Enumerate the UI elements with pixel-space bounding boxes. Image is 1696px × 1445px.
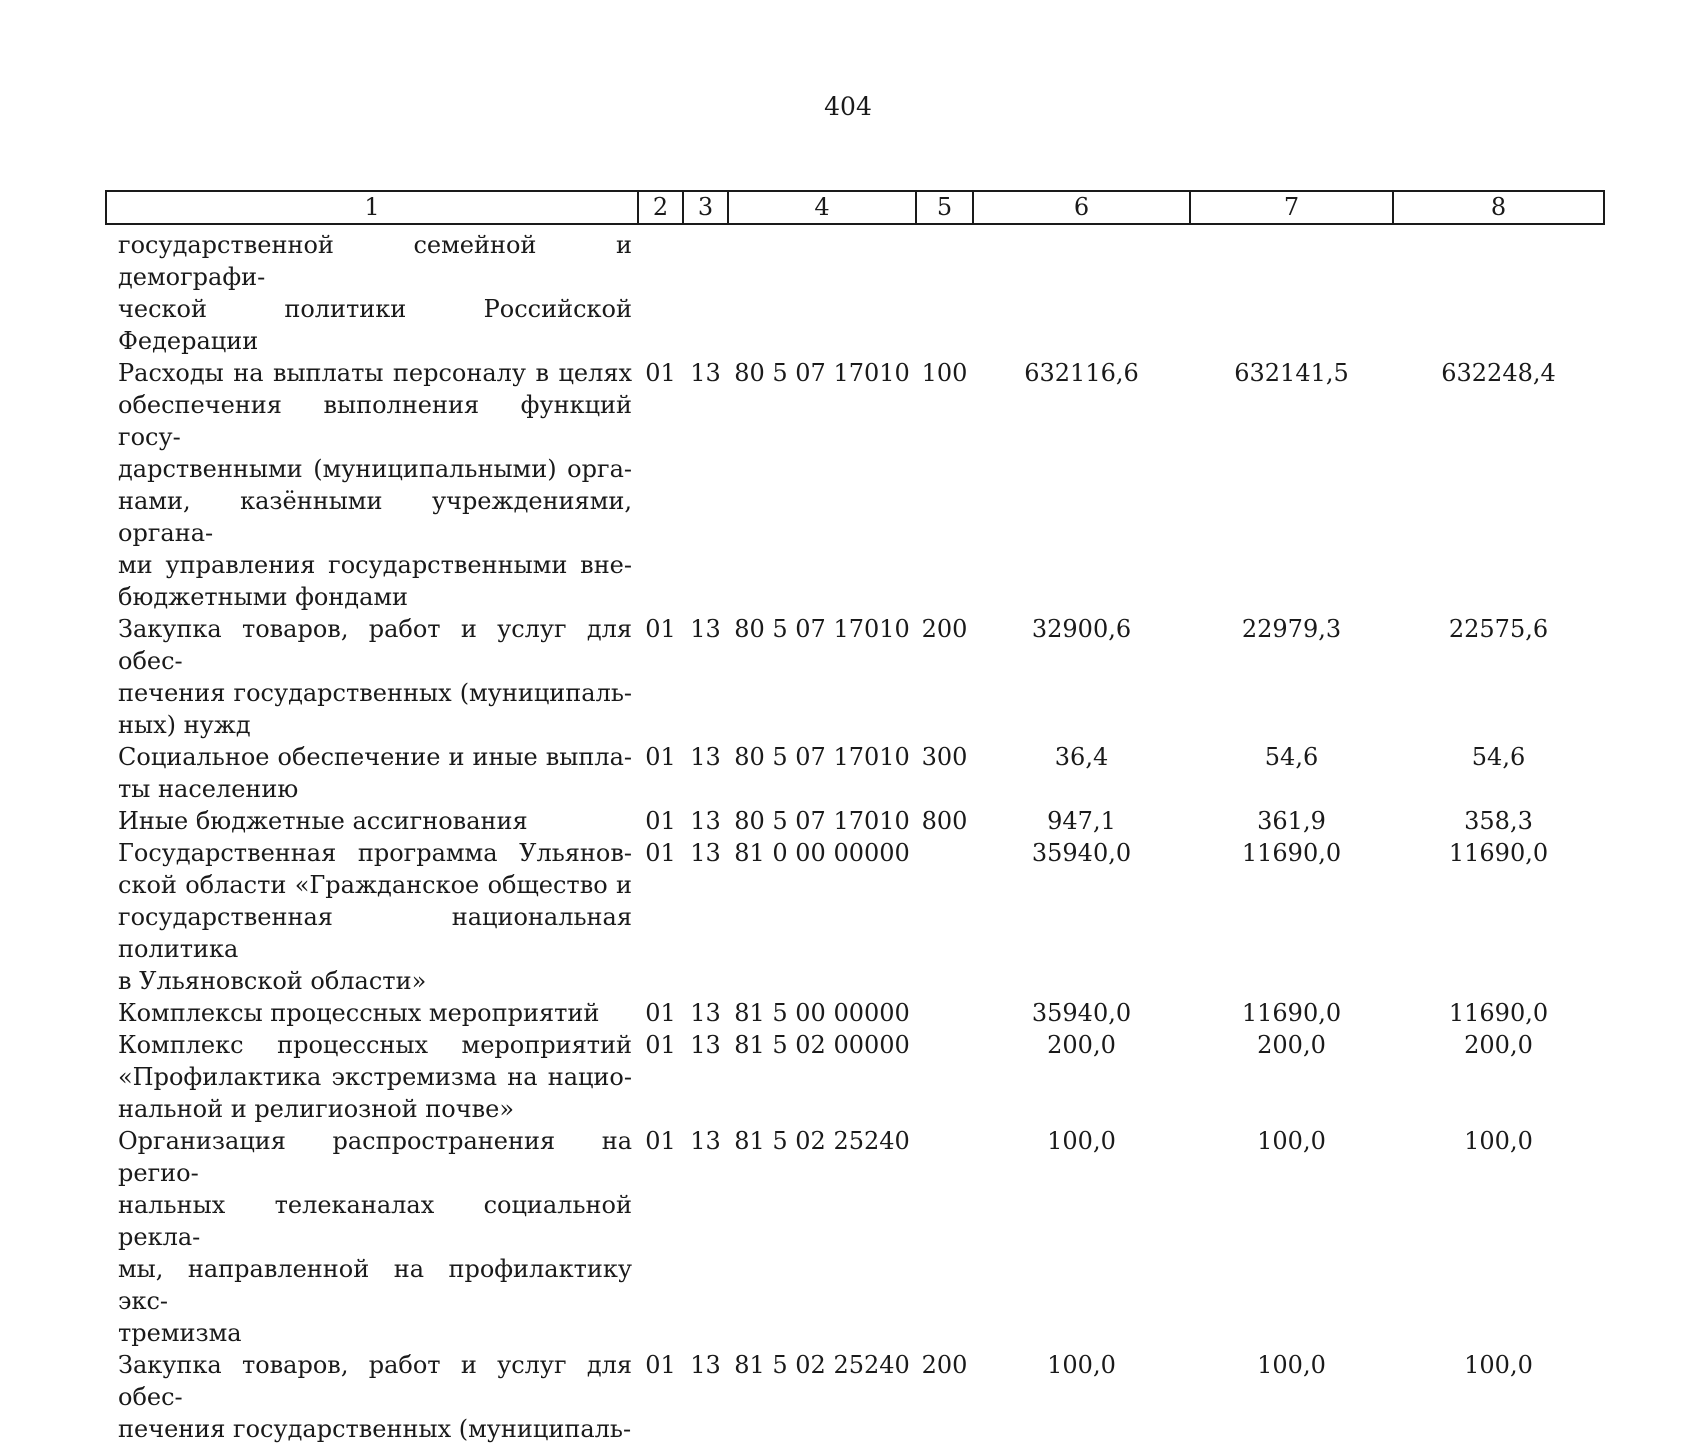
row-name-line: мы, направленной на профилактику экс- [118,1255,632,1315]
target-article-code: 81 5 00 00000 [734,999,910,1027]
amount-col-7: 100,0 [1257,1351,1326,1379]
expense-type-code: 300 [921,743,968,771]
target-article-code: 80 5 07 17010 [734,743,910,771]
amount-col-7: 632141,5 [1234,359,1349,387]
table-row [106,613,1604,741]
row-name-line: тремизма [118,1319,242,1347]
amount-col-7: 361,9 [1257,807,1326,835]
subsection-code: 13 [690,359,721,387]
row-name-line: ты населению [118,775,299,803]
table-row [106,357,1604,613]
section-code: 01 [645,1127,676,1155]
table-row [106,741,1604,805]
row-name-line: Организация распространения на регио- [118,1127,632,1187]
row-name [106,1125,638,1349]
target-article-code [728,229,916,357]
table-row [106,805,1604,837]
amount-col-7 [1190,229,1393,357]
amount-col-8: 11690,0 [1448,999,1549,1027]
row-name-line: дарственными (муниципальными) орга- [118,455,632,483]
row-name [106,357,638,613]
row-name-line: Закупка товаров, работ и услуг для обес- [118,615,632,675]
target-article-code: 80 5 07 17010 [734,807,910,835]
subsection-code: 13 [690,743,721,771]
row-name-line: в Ульяновской области» [118,967,427,995]
amount-col-8: 100,0 [1464,1351,1533,1379]
expense-type-code: 800 [921,807,968,835]
row-name-line: печения государственных (муниципаль- [118,1415,632,1443]
page-number: 404 [824,92,872,121]
section-code: 01 [645,807,676,835]
amount-col-6: 947,1 [1047,807,1116,835]
subsection-code: 13 [690,615,721,643]
amount-col-8 [1393,229,1604,357]
subsection-code: 13 [690,1127,721,1155]
amount-col-6: 32900,6 [1031,615,1132,643]
table-body [106,224,1604,1445]
row-name-line: Иные бюджетные ассигнования [118,807,528,835]
row-name-line: нами, казёнными учреждениями, органа- [118,487,632,547]
amount-col-8: 100,0 [1464,1127,1533,1155]
section-code: 01 [645,1031,676,1059]
section-code: 01 [645,743,676,771]
row-name [106,1349,638,1445]
column-header-2: 2 [638,191,683,224]
amount-col-6: 632116,6 [1024,359,1139,387]
amount-col-8: 358,3 [1464,807,1533,835]
amount-col-8: 632248,4 [1441,359,1556,387]
budget-table [105,190,1605,1445]
row-name-line: ческой политики Российской Федерации [118,295,632,355]
expense-type-code: 200 [921,615,968,643]
row-name [106,997,638,1029]
row-name-line: нальных телеканалах социальной рекла- [118,1191,632,1251]
target-article-code: 81 5 02 25240 [734,1127,910,1155]
expense-type-code: 100 [921,359,968,387]
table-row [106,1349,1604,1445]
row-name-line: «Профилактика экстремизма на нацио- [118,1063,632,1091]
section-code: 01 [645,839,676,867]
column-header-8: 8 [1393,191,1604,224]
row-name [106,741,638,805]
target-article-code: 80 5 07 17010 [734,615,910,643]
section-code: 01 [645,999,676,1027]
subsection-code: 13 [690,1351,721,1379]
column-header-4: 4 [728,191,916,224]
section-code: 01 [645,615,676,643]
row-name [106,805,638,837]
row-name [106,229,638,357]
amount-col-8: 11690,0 [1448,839,1549,867]
column-header-1: 1 [106,191,638,224]
column-header-3: 3 [683,191,728,224]
amount-col-8: 54,6 [1471,743,1526,771]
section-code: 01 [645,1351,676,1379]
amount-col-6: 100,0 [1047,1127,1116,1155]
expense-type-code [916,229,973,357]
row-name-line: Комплексы процессных мероприятий [118,999,600,1027]
amount-col-8: 200,0 [1464,1031,1533,1059]
amount-col-7: 54,6 [1264,743,1319,771]
amount-col-6: 36,4 [1054,743,1109,771]
table-row [106,1125,1604,1349]
amount-col-7: 200,0 [1257,1031,1326,1059]
row-name-line: Государственная программа Ульянов- [118,839,632,867]
table-row [106,837,1604,997]
row-name-line: государственная национальная политика [118,903,632,963]
section-code: 01 [645,359,676,387]
row-name [106,613,638,741]
row-name-line: ми управления государственными вне- [118,551,632,579]
row-name-line: обеспечения выполнения функций госу- [118,391,632,451]
amount-col-7: 11690,0 [1241,999,1342,1027]
amount-col-7: 11690,0 [1241,839,1342,867]
expense-type-code [916,1125,973,1349]
row-name-line: Социальное обеспечение и иные выпла- [118,743,632,771]
amount-col-6: 200,0 [1047,1031,1116,1059]
subsection-code: 13 [690,807,721,835]
amount-col-6: 35940,0 [1031,999,1132,1027]
target-article-code: 81 0 00 00000 [734,839,910,867]
row-name-line: государственной семейной и демографи- [118,231,632,291]
row-name-line: нальной и религиозной почве» [118,1095,515,1123]
row-name-line: Закупка товаров, работ и услуг для обес- [118,1351,632,1411]
row-name-line: Комплекс процессных мероприятий [118,1031,632,1059]
row-name-line: бюджетными фондами [118,583,409,611]
amount-col-8: 22575,6 [1448,615,1549,643]
column-header-6: 6 [973,191,1190,224]
amount-col-6: 35940,0 [1031,839,1132,867]
subsection-code: 13 [690,1031,721,1059]
expense-type-code: 200 [921,1351,968,1379]
row-name-line: ской области «Гражданское общество и [118,871,632,899]
amount-col-6 [973,229,1190,357]
subsection-code [683,229,728,357]
expense-type-code [916,997,973,1029]
column-header-5: 5 [916,191,973,224]
header-row [106,191,1604,224]
amount-col-7: 22979,3 [1241,615,1342,643]
amount-col-6: 100,0 [1047,1351,1116,1379]
subsection-code: 13 [690,999,721,1027]
amount-col-7: 100,0 [1257,1127,1326,1155]
target-article-code: 81 5 02 00000 [734,1031,910,1059]
table-row [106,229,1604,357]
section-code [638,229,683,357]
table-row [106,997,1604,1029]
row-name-line: Расходы на выплаты персоналу в целях [118,359,632,387]
row-name [106,837,638,997]
row-name-line: печения государственных (муниципаль- [118,679,632,707]
table-row [106,1029,1604,1125]
target-article-code: 80 5 07 17010 [734,359,910,387]
subsection-code: 13 [690,839,721,867]
column-header-7: 7 [1190,191,1393,224]
expense-type-code [916,837,973,997]
expense-type-code [916,1029,973,1125]
row-name [106,1029,638,1125]
target-article-code: 81 5 02 25240 [734,1351,910,1379]
row-name-line: ных) нужд [118,711,251,739]
